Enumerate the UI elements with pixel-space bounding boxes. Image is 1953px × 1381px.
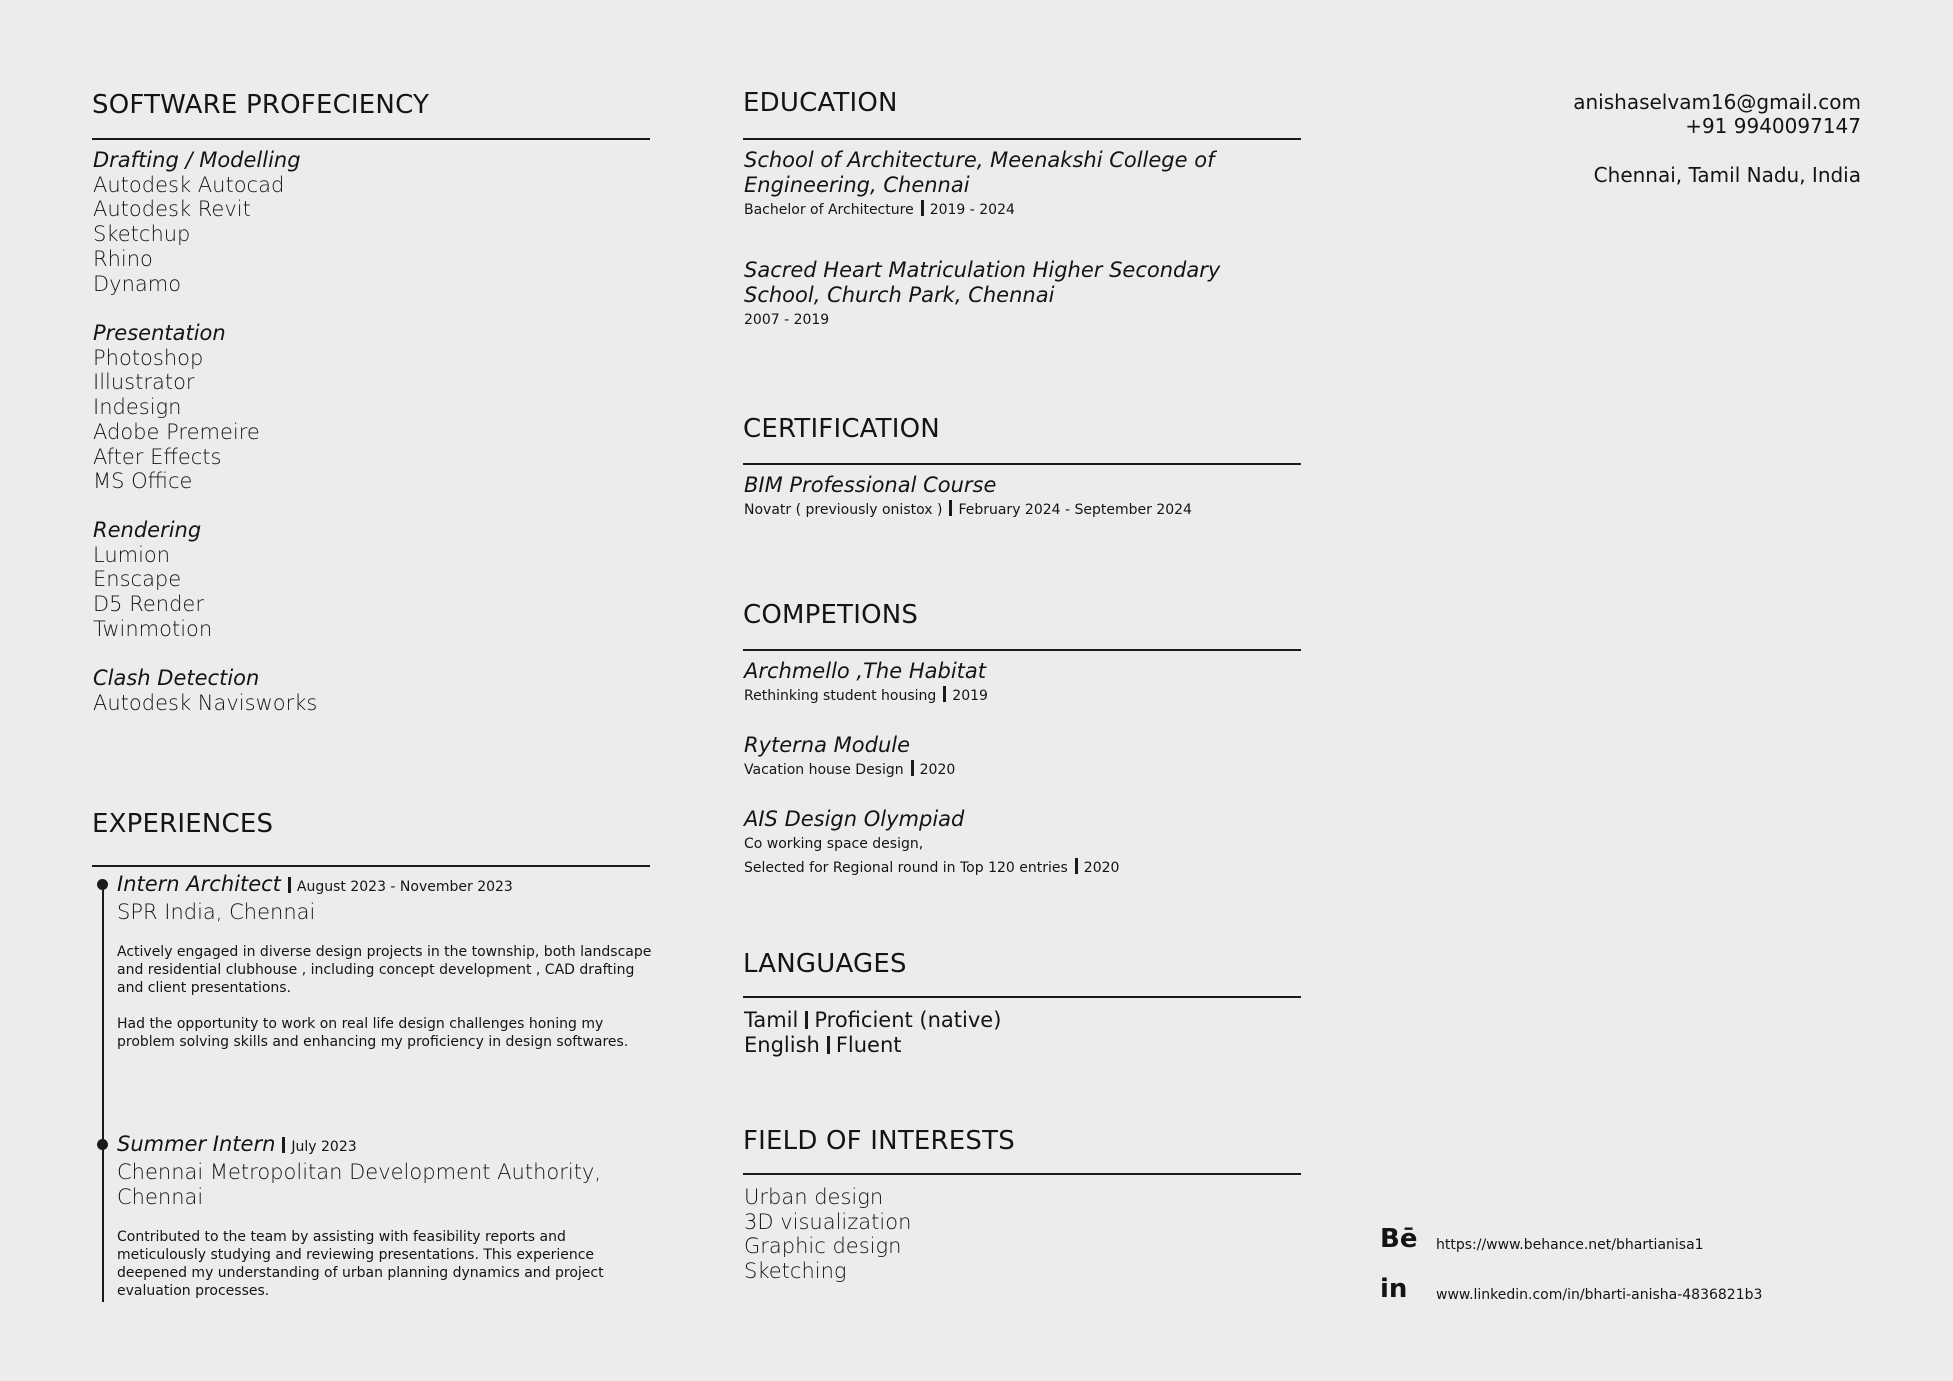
interest-item: Urban design — [744, 1185, 884, 1209]
software-item: Lumion — [93, 542, 171, 567]
experience-org: Chennai Metropolitan Development Authority, Chennai — [117, 1160, 602, 1209]
separator — [805, 1011, 808, 1029]
experience-paragraph: Had the opportunity to work on real life design challenges honing my problem solving skills and enhancing my proficiency in design softwares. — [117, 1016, 629, 1050]
competition-title: Ryterna Module — [744, 733, 911, 757]
certification-dates: February 2024 - September 2024 — [958, 502, 1192, 518]
software-item: Twinmotion — [93, 616, 213, 641]
education-years: 2007 - 2019 — [744, 312, 830, 328]
competition-title: AIS Design Olympiad — [744, 807, 965, 831]
timeline-line — [102, 884, 104, 1302]
separator — [282, 1137, 285, 1153]
separator — [911, 760, 914, 776]
software-group-rendering — [93, 518, 633, 642]
software-item: Autodesk Revit — [93, 197, 251, 222]
software-item: MS Office — [93, 469, 193, 494]
software-item: After Effects — [93, 444, 222, 469]
software-item: Autodesk Autocad — [93, 172, 285, 197]
timeline-dot — [97, 879, 108, 890]
software-item: Illustrator — [93, 370, 195, 395]
software-item: Dynamo — [93, 271, 182, 296]
competition-year: 2020 — [919, 762, 956, 778]
education-degree: Bachelor of Architecture — [744, 202, 914, 218]
experience-title — [117, 1132, 657, 1160]
education-school: School of Architecture, Meenakshi College of Engineering, Chennai — [744, 148, 1215, 197]
group-title: Presentation — [93, 321, 226, 345]
competitions-heading: COMPETIONS — [743, 600, 919, 630]
competition-detail: Vacation house Design — [744, 762, 904, 778]
competition-meta — [744, 856, 1284, 880]
certification-divider — [743, 463, 1301, 465]
behance-url[interactable]: https://www.behance.net/bhartianisa1 — [1436, 1237, 1704, 1253]
experience-paragraph: Actively engaged in diverse design projects in the township, both landscape and residential clubhouse , including concept development , CAD drafting and client presentations. — [117, 944, 652, 996]
experience-description — [117, 1228, 657, 1300]
group-title: Rendering — [93, 518, 202, 542]
software-group-drafting — [93, 148, 633, 296]
competition-item — [744, 807, 1284, 880]
experiences-heading: EXPERIENCES — [92, 809, 274, 839]
education-school: Sacred Heart Matriculation Higher Secondary School, Church Park, Chennai — [744, 258, 1221, 307]
language-item — [744, 1033, 1284, 1058]
separator — [921, 200, 924, 216]
software-item: Sketchup — [93, 222, 191, 247]
separator — [943, 686, 946, 702]
interests-divider — [743, 1173, 1301, 1175]
experience-date: August 2023 - November 2023 — [296, 879, 513, 895]
education-item — [744, 258, 1244, 332]
phone-number: +91 9940097147 — [1685, 114, 1861, 138]
separator — [827, 1036, 830, 1054]
separator — [949, 500, 952, 516]
software-item: Indesign — [93, 395, 182, 420]
experience-org: SPR India, Chennai — [117, 900, 316, 924]
interest-item: Sketching — [744, 1259, 847, 1284]
certification-heading: CERTIFICATION — [743, 414, 940, 444]
competition-item — [744, 659, 1284, 708]
experience-title — [117, 872, 657, 900]
experience-role: Intern Architect — [117, 872, 281, 896]
language-name: Tamil — [744, 1008, 799, 1032]
languages-heading: LANGUAGES — [743, 949, 907, 979]
language-item — [744, 1008, 1284, 1033]
certification-provider: Novatr ( previously onistox ) — [744, 502, 943, 518]
certification-title: BIM Professional Course — [744, 473, 997, 497]
location: Chennai, Tamil Nadu, India — [1593, 163, 1861, 187]
software-divider — [92, 138, 650, 140]
experience-role: Summer Intern — [117, 1132, 276, 1156]
competitions-divider — [743, 649, 1301, 651]
software-item: Autodesk Navisworks — [93, 690, 318, 715]
interests-list — [744, 1185, 1284, 1284]
experiences-divider — [92, 865, 650, 867]
separator — [288, 877, 291, 893]
education-divider — [743, 138, 1301, 140]
linkedin-icon: in — [1380, 1274, 1408, 1304]
language-level: Fluent — [835, 1033, 902, 1057]
email-link[interactable]: anishaselvam16@gmail.com — [1573, 90, 1861, 114]
experience-description — [117, 943, 657, 1051]
language-level: Proficient (native) — [814, 1008, 1002, 1032]
education-meta — [744, 198, 1244, 222]
competition-meta — [744, 684, 1284, 708]
competition-title: Archmello ,The Habitat — [744, 659, 986, 683]
software-item: Rhino — [93, 246, 153, 271]
experience-item — [117, 1132, 657, 1318]
software-heading: SOFTWARE PROFECIENCY — [92, 90, 430, 120]
education-item — [744, 148, 1244, 222]
software-group-clash — [93, 666, 633, 715]
behance-icon: Bē — [1380, 1224, 1418, 1254]
experience-date: July 2023 — [291, 1139, 357, 1155]
languages-list — [744, 1008, 1284, 1058]
competition-detail: Co working space design, — [744, 836, 924, 852]
certification-meta — [744, 498, 1284, 522]
contact-block — [1573, 90, 1861, 187]
interest-item: Graphic design — [744, 1234, 902, 1259]
interests-heading: FIELD OF INTERESTS — [743, 1126, 1015, 1156]
competition-item — [744, 733, 1284, 782]
software-item: D5 Render — [93, 592, 204, 617]
competition-year: 2019 — [952, 688, 988, 704]
group-title: Clash Detection — [93, 666, 260, 690]
competition-detail: Selected for Regional round in Top 120 entries — [744, 860, 1068, 876]
experience-paragraph: Contributed to the team by assisting with feasibility reports and meticulously studying and reviewing presentations. This experience deepened my understanding of urban planning dynamics and project evaluation processes. — [117, 1229, 604, 1299]
software-item: Enscape — [93, 567, 182, 592]
interest-item: 3D visualization — [744, 1209, 912, 1234]
education-heading: EDUCATION — [743, 88, 898, 118]
education-years: 2019 - 2024 — [929, 202, 1015, 218]
competition-detail: Rethinking student housing — [744, 688, 937, 704]
software-item: Photoshop — [93, 345, 204, 370]
competition-meta — [744, 758, 1284, 782]
linkedin-url[interactable]: www.linkedin.com/in/bharti-anisha-4836821b3 — [1436, 1287, 1763, 1303]
experience-item — [117, 872, 657, 1069]
separator — [1075, 858, 1078, 874]
software-item: Adobe Premeire — [93, 419, 260, 444]
timeline-dot — [97, 1139, 108, 1150]
certification-item — [744, 473, 1284, 522]
language-name: English — [744, 1033, 820, 1057]
competition-year: 2020 — [1083, 860, 1120, 876]
software-group-presentation — [93, 321, 633, 494]
group-title: Drafting / Modelling — [93, 148, 301, 172]
languages-divider — [743, 996, 1301, 998]
